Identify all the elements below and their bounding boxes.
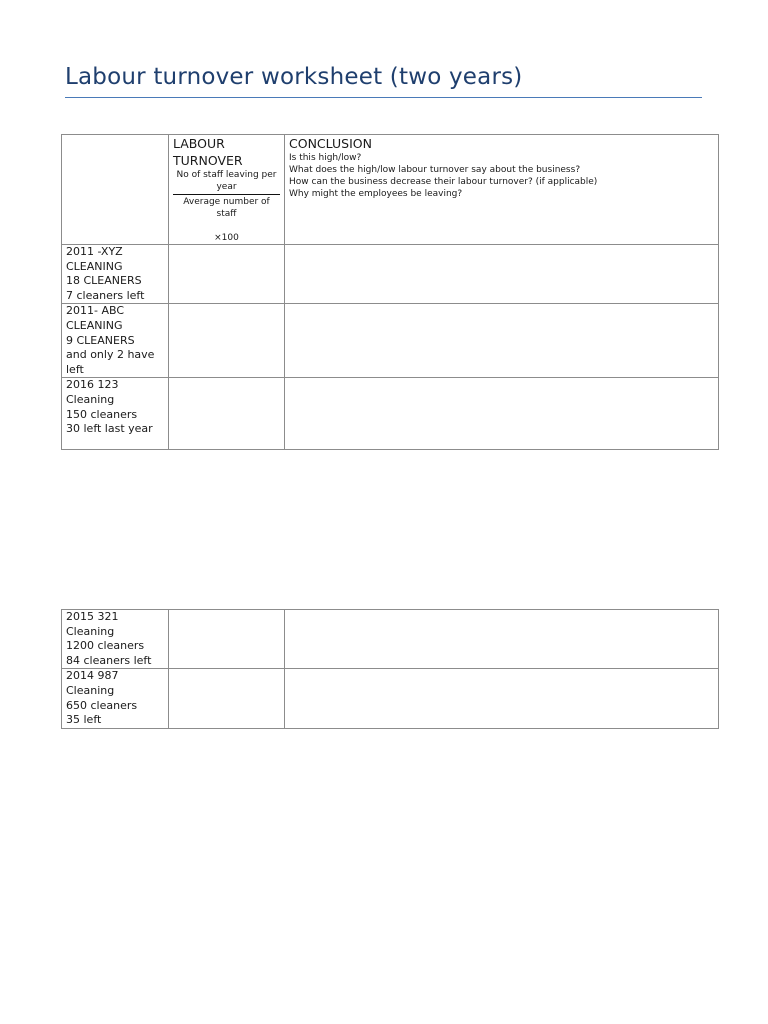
business-info-cell: [62, 245, 169, 304]
table-header-row: [62, 135, 719, 245]
business-info-cell: [62, 304, 169, 378]
business-info-line: Cleaning: [66, 392, 115, 406]
business-info-line: 650 cleaners: [66, 698, 138, 712]
business-info-line: 2016 123: [66, 378, 119, 392]
formula-numerator: No of staff leaving per year: [173, 169, 280, 195]
page-title: Labour turnover worksheet (two years): [65, 64, 523, 90]
conclusion-answer-cell[interactable]: [285, 245, 719, 304]
business-info-line: and only 2 have: [66, 348, 155, 362]
business-info-line: 2014 987: [66, 669, 119, 683]
business-info-line: CLEANING: [66, 259, 123, 273]
conclusion-question: Why might the employees be leaving?: [289, 189, 463, 199]
worksheet-table-2: [61, 609, 719, 729]
business-info-line: 1200 cleaners: [66, 639, 145, 653]
business-info-line: Cleaning: [66, 624, 115, 638]
labour-turnover-answer-cell[interactable]: [169, 304, 285, 378]
labour-turnover-answer-cell[interactable]: [169, 245, 285, 304]
business-info-line: left: [66, 362, 84, 376]
business-info-line: 2011- ABC: [66, 304, 125, 318]
labour-turnover-answer-cell[interactable]: [169, 378, 285, 450]
labour-turnover-answer-cell[interactable]: [169, 610, 285, 669]
conclusion-question: Is this high/low?: [289, 153, 362, 163]
title-underline: [65, 97, 702, 98]
formula-denominator: Average number of staff: [183, 197, 270, 219]
worksheet-table-1: [61, 134, 719, 450]
conclusion-question: How can the business decrease their labour turnover? (if applicable): [289, 177, 598, 187]
table-row: [62, 245, 719, 304]
business-info-line: 7 cleaners left: [66, 288, 145, 302]
formula-multiplier: ×100: [214, 233, 239, 243]
business-info-line: 150 cleaners: [66, 407, 138, 421]
business-info-cell: [62, 610, 169, 669]
business-info-line: 2011 -XYZ: [66, 245, 123, 258]
business-info-line: 30 left last year: [66, 422, 153, 436]
conclusion-answer-cell[interactable]: [285, 669, 719, 728]
business-info-line: 9 CLEANERS: [66, 333, 135, 347]
conclusion-title: CONCLUSION: [289, 136, 372, 151]
conclusion-header-cell: [285, 135, 719, 245]
conclusion-answer-cell[interactable]: [285, 378, 719, 450]
table-row: [62, 378, 719, 450]
conclusion-answer-cell[interactable]: [285, 304, 719, 378]
business-info-line: 18 CLEANERS: [66, 274, 142, 288]
labour-turnover-answer-cell[interactable]: [169, 669, 285, 728]
business-info-line: Cleaning: [66, 683, 115, 697]
business-info-line: CLEANING: [66, 318, 123, 332]
business-info-line: 84 cleaners left: [66, 653, 152, 667]
header-blank-cell[interactable]: [62, 135, 169, 245]
business-info-line: 35 left: [66, 713, 102, 727]
table-row: [62, 669, 719, 728]
conclusion-question: What does the high/low labour turnover say about the business?: [289, 165, 581, 175]
business-info-line: 2015 321: [66, 610, 119, 623]
table-row: [62, 610, 719, 669]
labour-turnover-header-cell: [169, 135, 285, 245]
table-row: [62, 304, 719, 378]
business-info-cell: [62, 669, 169, 728]
labour-turnover-formula: [173, 169, 284, 244]
conclusion-answer-cell[interactable]: [285, 610, 719, 669]
business-info-cell: [62, 378, 169, 450]
labour-turnover-title: LABOUR TURNOVER: [173, 136, 243, 168]
